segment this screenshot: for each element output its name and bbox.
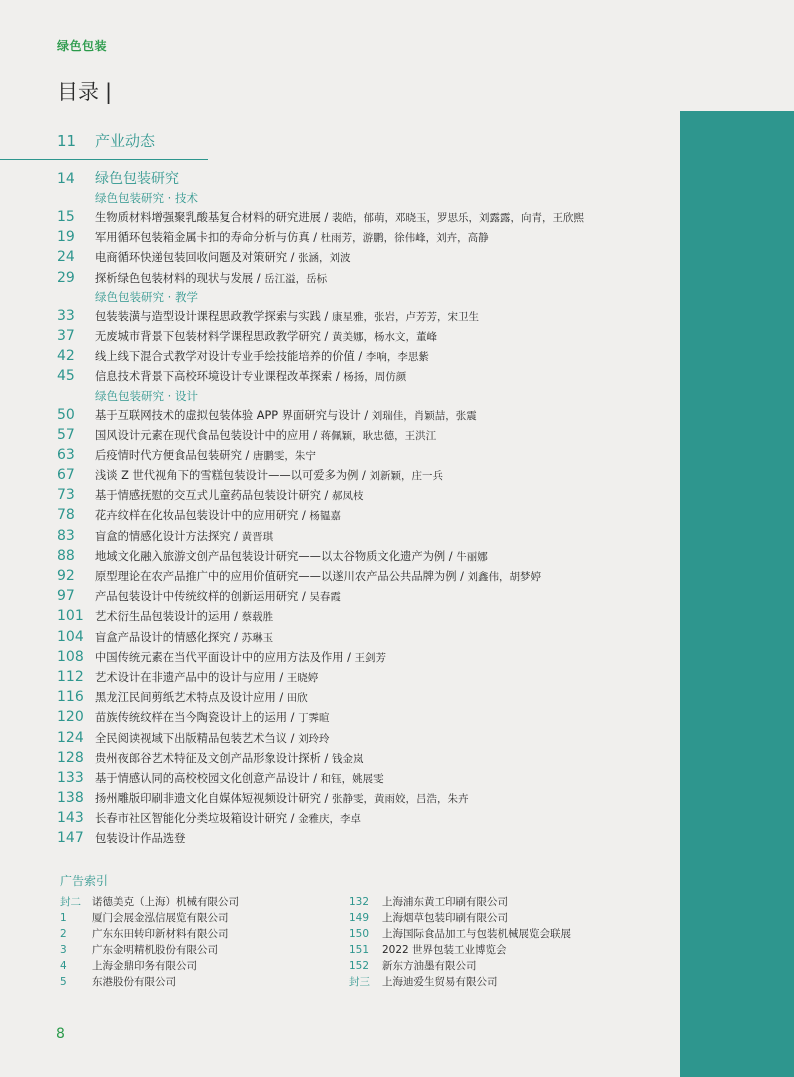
toc-article-title: 长春市社区智能化分类垃圾箱设计研究 (95, 812, 288, 826)
toc-article-title: 无废城市背景下包装材料学课程思政教学研究 (95, 329, 321, 343)
toc-entry[interactable] (57, 546, 677, 566)
ad-index-row[interactable] (60, 974, 239, 990)
toc-authors: 王晓婷 (286, 671, 319, 684)
brand-logo: 绿色包装 (57, 39, 108, 53)
toc-authors: 张涵，刘波 (298, 252, 351, 265)
toc-separator: / (287, 812, 299, 826)
toc-page-number: 29 (57, 269, 75, 286)
toc-entry[interactable] (57, 808, 677, 828)
toc-authors: 杨扬，周仿颜 (343, 371, 407, 384)
ad-page-code: 1 (60, 912, 67, 924)
toc-authors: 金雅庆，李卓 (298, 813, 362, 826)
toc-article-title: 苗族传统纹样在当今陶瓷设计上的运用 (95, 711, 288, 725)
ad-index-row[interactable] (60, 958, 239, 974)
toc-article-title: 全民阅读视域下出版精品包装艺术刍议 (95, 731, 288, 745)
ad-index-row[interactable] (60, 942, 239, 958)
toc-separator: / (320, 751, 332, 765)
page-number: 8 (56, 1026, 65, 1042)
toc-separator: / (241, 448, 253, 462)
toc-separator: / (309, 771, 321, 785)
ad-company-name: 上海烟草包装印刷有限公司 (382, 912, 508, 924)
toc-authors: 丁霁暄 (298, 712, 330, 725)
ads-index-left (60, 894, 239, 990)
ads-index-right (349, 894, 571, 990)
ad-company-name: 新东方油墨有限公司 (382, 960, 477, 972)
toc-separator: / (358, 469, 370, 483)
ad-index-row[interactable] (349, 894, 571, 910)
toc-authors: 黄晋琪 (241, 530, 274, 543)
toc-page-number: 120 (57, 709, 84, 726)
toc-article-title: 黑龙江民间剪纸艺术特点及设计应用 (95, 691, 276, 705)
toc-article-title: 线上线下混合式教学对设计专业手绘技能培养的价值 (95, 350, 355, 364)
toc-page-number: 116 (57, 689, 84, 706)
ad-page-code: 132 (349, 896, 370, 908)
toc-separator: / (287, 251, 299, 265)
toc-entry[interactable] (57, 707, 677, 727)
ad-company-name: 广东东田转印新材料有限公司 (92, 928, 229, 940)
toc-page-number: 73 (57, 487, 75, 504)
toc-article-title: 后疫情时代方便食品包装研究 (95, 448, 242, 462)
toc-separator: / (298, 590, 310, 604)
toc-article-title: 基于互联网技术的虚拟包装体验 APP 界面研究与设计 (95, 408, 361, 422)
ad-company-name: 广东金明精机股份有限公司 (92, 944, 218, 956)
toc-page-number: 24 (57, 249, 75, 266)
toc-authors: 杨韫嘉 (309, 510, 341, 523)
toc-authors: 刘新颖，庄一兵 (369, 470, 443, 483)
toc-authors: 刘玲玲 (298, 732, 330, 745)
toc-page-number: 92 (57, 568, 75, 584)
ad-company-name: 厦门会展金泓信展览有限公司 (92, 912, 229, 924)
toc-page-number: 50 (57, 406, 75, 423)
toc-authors: 王剑芳 (354, 651, 387, 664)
toc-entry[interactable] (57, 526, 677, 546)
ad-index-row[interactable] (349, 974, 571, 990)
ad-index-row[interactable] (60, 894, 239, 910)
toc-article-title: 产品包装设计中传统纹样的创新运用研究 (95, 590, 299, 604)
toc-entry[interactable] (57, 366, 677, 386)
toc-separator: / (309, 231, 321, 245)
toc-section-heading[interactable] (57, 170, 677, 189)
toc-page-number: 67 (57, 467, 75, 484)
ad-page-code: 封三 (349, 976, 370, 988)
ad-page-code: 5 (60, 976, 67, 988)
toc-page-number: 104 (57, 628, 84, 645)
toc-entry[interactable] (57, 346, 677, 366)
toc-page-number: 97 (57, 588, 75, 605)
toc-article-title: 国风设计元素在现代食品包装设计中的应用 (95, 428, 310, 442)
toc-article-title: 中国传统元素在当代平面设计中的应用方法及作用 (95, 650, 344, 664)
toc-separator: / (445, 549, 457, 563)
ad-page-code: 4 (60, 960, 67, 972)
toc-separator: / (287, 711, 299, 725)
ad-index-row[interactable] (349, 926, 571, 942)
toc-separator: / (320, 329, 332, 343)
toc-article-title: 电商循环快递包装回收问题及对策研究 (95, 251, 288, 265)
ads-index-title: 广告索引 (60, 874, 109, 888)
toc-entry[interactable] (57, 647, 677, 667)
ad-page-code: 151 (349, 944, 370, 956)
toc-page-number: 128 (57, 749, 84, 766)
table-of-contents (57, 170, 677, 849)
ad-index-row[interactable] (60, 926, 239, 942)
toc-entry[interactable] (57, 627, 677, 647)
toc-subsection-heading: 绿色包装研究 · 教学 (95, 289, 198, 304)
toc-page-number: 45 (57, 368, 75, 385)
toc-article-title: 军用循环包装箱金属卡扣的寿命分析与仿真 (95, 231, 310, 245)
toc-separator: / (230, 630, 242, 644)
ad-company-name: 上海国际食品加工与包装机械展览会联展 (382, 928, 571, 940)
toc-subsection-heading: 绿色包装研究 · 技术 (95, 191, 198, 205)
toc-separator: / (309, 428, 321, 442)
toc-authors: 黄美娜，杨水文，董峰 (331, 330, 437, 343)
toc-entry[interactable] (57, 748, 677, 768)
toc-separator: / (287, 731, 299, 745)
toc-section-label: 产业动态 (95, 132, 156, 150)
decorative-teal-block (680, 111, 794, 1077)
toc-separator: / (230, 529, 242, 543)
toc-page-number: 133 (57, 769, 84, 786)
toc-entry[interactable] (57, 768, 677, 788)
ad-page-code: 152 (349, 960, 370, 972)
ad-page-code: 149 (349, 912, 370, 924)
toc-separator: / (298, 509, 310, 523)
page-title (57, 76, 112, 106)
toc-article-title: 贵州夜郎谷艺术特征及文创产品形象设计探析 (95, 751, 321, 765)
ad-company-name: 东港股份有限公司 (92, 976, 176, 988)
toc-article-title: 花卉纹样在化妆品包装设计中的应用研究 (95, 509, 299, 523)
toc-authors: 田欣 (286, 692, 308, 705)
toc-article-title: 盲盒的情感化设计方法探究 (95, 529, 231, 543)
toc-authors: 张静雯，黄雨姣，吕浩，朱卉 (331, 793, 469, 806)
title-bar: | (105, 80, 113, 104)
ad-index-row[interactable] (60, 910, 239, 926)
toc-entry[interactable] (57, 465, 677, 485)
toc-page-number: 147 (57, 830, 84, 847)
toc-separator: / (320, 309, 332, 323)
toc-entry[interactable] (57, 445, 677, 465)
toc-authors: 杜雨芳，游鹏，徐伟峰，刘卉，高静 (320, 232, 489, 245)
toc-page-number: 124 (57, 729, 84, 746)
toc-entry[interactable] (57, 425, 677, 445)
toc-article-title: 探析绿色包装材料的现状与发展 (95, 271, 254, 285)
toc-authors: 郝凤枝 (331, 490, 364, 503)
toc-article-title: 艺术设计在非遗产品中的设计与应用 (95, 670, 276, 684)
toc-authors: 唐鹏雯，朱宁 (252, 449, 316, 462)
toc-separator: / (275, 670, 287, 684)
toc-entry[interactable] (57, 247, 677, 267)
ad-company-name: 上海金鼎印务有限公司 (92, 960, 197, 972)
toc-page-number: 108 (57, 648, 84, 665)
toc-separator: / (456, 570, 468, 583)
toc-entry[interactable] (57, 586, 677, 606)
toc-page-number: 138 (57, 790, 84, 807)
toc-page-number: 101 (57, 608, 84, 625)
toc-entry[interactable] (57, 485, 677, 505)
toc-authors: 李响，李思紫 (365, 351, 429, 364)
toc-entry[interactable] (57, 828, 677, 848)
toc-separator: / (320, 489, 332, 503)
ad-company-name: 诺德美克（上海）机械有限公司 (92, 896, 239, 908)
toc-page-number: 63 (57, 446, 75, 463)
toc-entry[interactable] (57, 326, 677, 346)
ad-page-code: 150 (349, 928, 370, 940)
toc-separator: / (253, 271, 265, 285)
toc-page-number: 15 (57, 209, 75, 225)
toc-authors: 刘瑞佳，肖颖喆，张震 (371, 409, 477, 422)
toc-page-number: 19 (57, 229, 75, 246)
toc-entry[interactable] (57, 405, 677, 425)
toc-entry[interactable] (57, 227, 677, 247)
toc-separator: / (354, 350, 366, 364)
title-text: 目录 (57, 80, 99, 104)
toc-separator: / (320, 792, 332, 806)
toc-authors: 蒋佩颖，耿忠德，王洪江 (320, 429, 437, 442)
toc-page-number: 88 (57, 547, 75, 564)
toc-separator: / (360, 408, 372, 422)
toc-authors: 和钰，姚展雯 (320, 772, 384, 785)
toc-page-number: 143 (57, 810, 84, 827)
toc-page-number: 78 (57, 507, 75, 524)
toc-authors: 康星雅，张岩，卢芳芳，宋卫生 (331, 310, 479, 323)
ad-company-name: 上海浦东黄工印刷有限公司 (382, 896, 508, 908)
ad-company-name: 上海迪爱生贸易有限公司 (382, 976, 498, 988)
toc-entry[interactable] (57, 207, 677, 227)
toc-section-label: 绿色包装研究 (95, 171, 179, 187)
toc-article-title: 包装装潢与造型设计课程思政教学探索与实践 (95, 309, 321, 323)
ad-page-code: 2 (60, 928, 67, 940)
toc-subsection-heading: 绿色包装研究 · 设计 (95, 388, 198, 403)
toc-entry[interactable] (57, 788, 677, 808)
ad-index-row[interactable] (349, 910, 571, 926)
toc-entry[interactable] (57, 667, 677, 687)
toc-separator: / (320, 211, 332, 224)
ad-index-row[interactable] (349, 942, 571, 958)
toc-article-title: 原型理论在农产品推广中的应用价值研究——以遂川农产品公共品牌为例 (95, 570, 457, 583)
toc-entry[interactable] (57, 306, 677, 326)
toc-authors: 岳江溢，岳标 (264, 272, 328, 285)
ad-index-row[interactable] (349, 958, 571, 974)
toc-authors: 蔡载胜 (241, 611, 274, 624)
toc-entry[interactable] (57, 687, 677, 707)
toc-authors: 吴春霞 (309, 591, 341, 604)
toc-page-number: 57 (57, 426, 75, 443)
toc-article-title: 地域文化融入旅游文创产品包装设计研究——以太谷物质文化遗产为例 (95, 549, 446, 563)
ad-page-code: 3 (60, 944, 67, 956)
toc-separator: / (343, 650, 355, 664)
toc-article-title: 信息技术背景下高校环境设计专业课程改革探索 (95, 370, 333, 384)
toc-authors: 钱金岚 (331, 752, 364, 765)
toc-article-title: 包装设计作品选登 (95, 832, 186, 846)
toc-article-title: 基于情感认同的高校校园文化创意产品设计 (95, 771, 310, 785)
toc-authors: 裴皓，郁萌，邓晓玉，罗思乐，刘露露，向青，王欣熙 (331, 212, 584, 224)
toc-entry[interactable] (57, 268, 677, 288)
toc-section-industry[interactable] (57, 130, 155, 151)
toc-separator: / (275, 691, 287, 705)
ad-page-code: 封二 (60, 896, 81, 908)
toc-article-title: 基于情感抚慰的交互式儿童药品包装设计研究 (95, 489, 321, 503)
section-divider (0, 159, 208, 160)
toc-authors: 牛丽娜 (456, 550, 488, 563)
toc-entry[interactable] (57, 505, 677, 525)
toc-authors: 刘鑫伟，胡梦婷 (467, 571, 542, 583)
toc-page-number: 11 (57, 132, 77, 150)
ad-company-name: 2022 世界包装工业博览会 (382, 944, 507, 956)
toc-entry[interactable] (57, 728, 677, 748)
toc-authors: 苏琳玉 (241, 631, 274, 644)
toc-page-number: 42 (57, 348, 75, 365)
toc-article-title: 艺术衍生品包装设计的运用 (95, 610, 231, 624)
toc-page-number: 33 (57, 307, 75, 324)
toc-article-title: 盲盒产品设计的情感化探究 (95, 630, 231, 644)
toc-entry[interactable] (57, 606, 677, 626)
toc-page-number: 112 (57, 668, 84, 685)
toc-page-number: 37 (57, 327, 75, 344)
toc-page-number: 83 (57, 527, 75, 544)
toc-entry[interactable] (57, 566, 677, 586)
toc-page-number: 14 (57, 171, 75, 187)
toc-article-title: 生物质材料增强聚乳酸基复合材料的研究进展 (95, 211, 321, 224)
toc-article-title: 扬州雕版印刷非遗文化自媒体短视频设计研究 (95, 792, 321, 806)
toc-article-title: 浅谈 Z 世代视角下的雪糕包装设计——以可爱多为例 (95, 469, 359, 483)
toc-separator: / (332, 370, 344, 384)
toc-separator: / (230, 610, 242, 624)
